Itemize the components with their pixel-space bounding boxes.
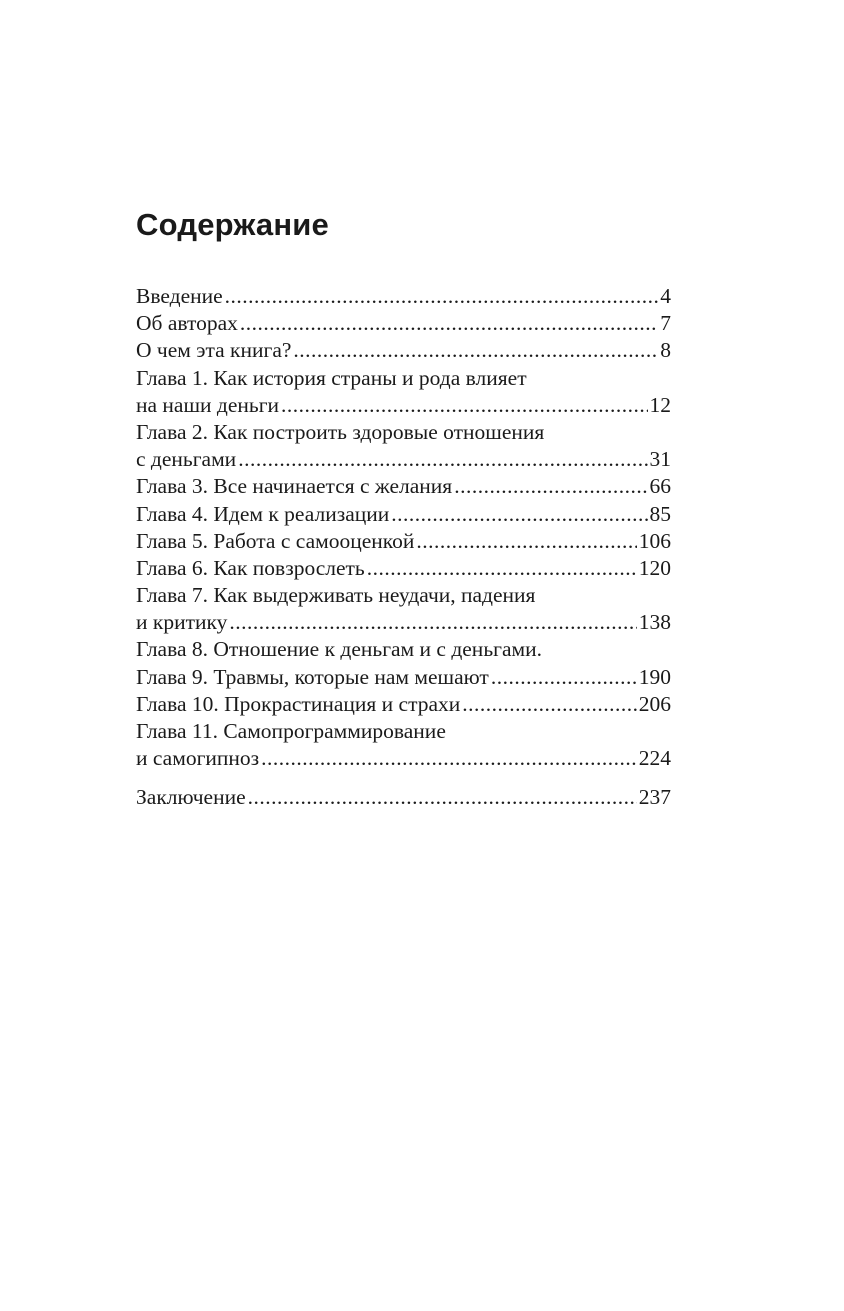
toc-page-number: 237 <box>638 785 671 810</box>
toc-page-number: 12 <box>649 392 671 417</box>
toc-entry-vvedenie[interactable] <box>136 283 671 310</box>
toc-entry-chapter-6[interactable] <box>136 555 671 582</box>
toc-entry-label: О чем эта книга? <box>136 338 292 363</box>
dot-leader <box>240 310 658 337</box>
dot-leader <box>229 609 636 636</box>
toc-entry-label: Об авторах <box>136 311 238 336</box>
toc-entry-label-line1: Глава 7. Как выдерживать неудачи, падения <box>136 583 536 608</box>
toc-entry-label-line1: Глава 1. Как история страны и рода влияет <box>136 365 527 390</box>
dot-leader <box>491 664 637 691</box>
toc-entry-chapter-10[interactable] <box>136 691 671 718</box>
toc-entry-chapter-8[interactable]: Глава 8. Отношение к деньгам и с деньгами. <box>136 637 542 662</box>
toc-page-number: 224 <box>638 746 671 771</box>
toc-entry-chapter-1[interactable] <box>136 365 671 419</box>
toc-entry-label: Глава 3. Все начинается с желания <box>136 474 453 499</box>
toc-page-number: 7 <box>660 311 671 336</box>
dot-leader <box>225 283 659 310</box>
dot-leader <box>238 446 647 473</box>
dot-leader <box>248 784 637 811</box>
toc-page-number: 120 <box>638 555 671 580</box>
toc-entry-o-chem-kniga[interactable] <box>136 337 671 364</box>
toc-entry-label: Глава 9. Травмы, которые нам мешают <box>136 664 489 689</box>
toc-page-number: 8 <box>660 338 671 363</box>
toc-entry-label-line1: Глава 11. Самопрограммирование <box>136 719 446 743</box>
toc-entry-zaklyuchenie[interactable] <box>136 784 671 811</box>
dot-leader <box>367 555 637 582</box>
toc-entry-chapter-9[interactable] <box>136 664 671 691</box>
toc-entry-chapter-11[interactable] <box>136 718 671 772</box>
toc-entry-ob-avtorah[interactable] <box>136 310 671 337</box>
toc-entry-chapter-2[interactable] <box>136 419 671 473</box>
dot-leader <box>416 528 636 555</box>
dot-leader <box>281 392 647 419</box>
toc-entry-label: Введение <box>136 284 223 308</box>
toc-entry-label: на наши деньги <box>136 392 280 417</box>
dot-leader <box>462 691 636 718</box>
dot-leader <box>293 337 658 364</box>
toc-page-number: 190 <box>638 664 671 689</box>
toc-page-number: 85 <box>649 501 671 526</box>
toc-entry-chapter-7[interactable] <box>136 582 671 636</box>
dot-leader <box>261 745 637 772</box>
toc-entry-label: с деньгами <box>136 447 237 472</box>
toc-entry-label: и критику <box>136 610 228 635</box>
dot-leader <box>391 501 647 528</box>
dot-leader <box>454 473 647 500</box>
toc-entry-label-line1: Глава 2. Как построить здоровые отношения <box>136 419 545 444</box>
section-spacer <box>136 772 671 784</box>
toc-page-number: 31 <box>649 447 671 472</box>
toc-entry-chapter-4[interactable] <box>136 501 671 528</box>
toc-page-number: 138 <box>638 610 671 635</box>
toc-entry-label: Глава 5. Работа с самооценкой <box>136 528 415 553</box>
toc-entry-label: Глава 6. Как повзрослеть <box>136 555 365 580</box>
toc-entry-chapter-3[interactable] <box>136 473 671 500</box>
toc-entry-label: Глава 4. Идем к реализации <box>136 501 390 526</box>
table-of-contents <box>136 283 671 812</box>
toc-entry-label: и самогипноз <box>136 746 260 771</box>
toc-page-number: 206 <box>638 691 671 716</box>
toc-page-number: 106 <box>638 528 671 553</box>
toc-entry-label: Глава 10. Прокрастинация и страхи <box>136 691 461 716</box>
page-title: Содержание <box>136 207 329 242</box>
toc-page-number: 4 <box>660 284 671 308</box>
toc-entry-chapter-5[interactable] <box>136 528 671 555</box>
toc-entry-label: Заключение <box>136 785 246 810</box>
toc-page-number: 66 <box>649 474 671 499</box>
